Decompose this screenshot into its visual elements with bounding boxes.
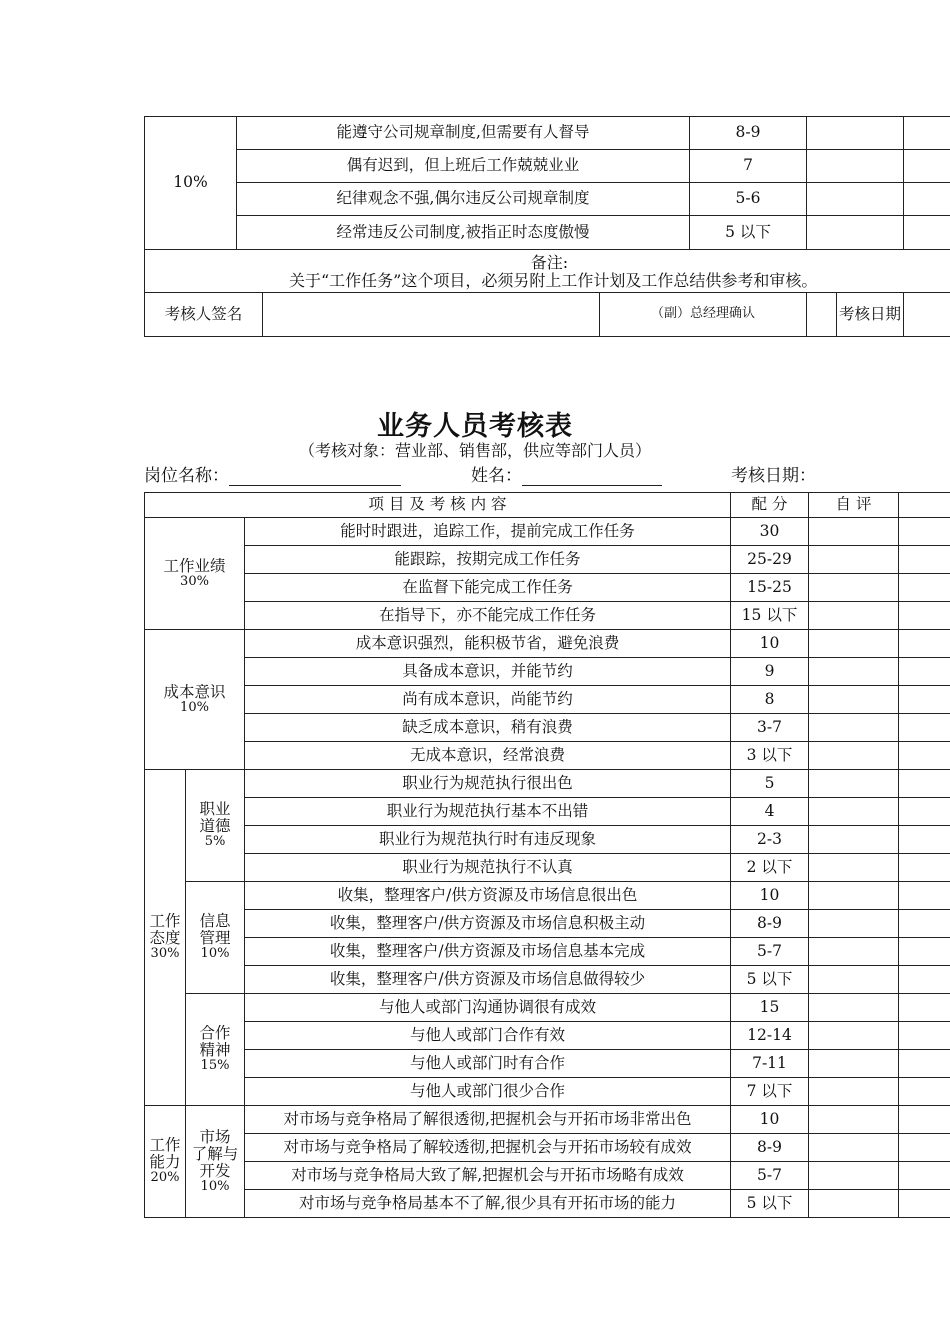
criteria-desc: 收集，整理客户/供方资源及市场信息很出色 [245, 882, 731, 910]
criteria-desc: 收集，整理客户/供方资源及市场信息基本完成 [245, 938, 731, 966]
criteria-desc: 尚有成本意识，尚能节约 [245, 686, 731, 714]
criteria-desc: 与他人或部门很少合作 [245, 1078, 731, 1106]
criteria-score: 15 以下 [731, 602, 809, 630]
criteria-desc: 职业行为规范执行时有违反现象 [245, 826, 731, 854]
criteria-score: 3 以下 [731, 742, 809, 770]
date-label: 考核日期： [731, 466, 816, 486]
date-row [731, 461, 816, 486]
note-text: 关于“工作任务”这个项目，必须另附上工作计划及工作总结供参考和审核。 [289, 271, 818, 290]
self-score-cell[interactable] [809, 966, 899, 994]
criteria-score: 8-9 [731, 910, 809, 938]
final-score-cell[interactable] [904, 150, 950, 183]
criteria-score: 15-25 [731, 574, 809, 602]
criteria-desc: 缺乏成本意识，稍有浪费 [245, 714, 731, 742]
manager-confirm-field[interactable] [807, 293, 837, 337]
self-score-cell[interactable] [809, 938, 899, 966]
criteria-desc: 与他人或部门时有合作 [245, 1050, 731, 1078]
final-score-cell[interactable] [899, 1022, 950, 1050]
criteria-score: 5 [731, 770, 809, 798]
self-score-cell[interactable] [809, 910, 899, 938]
criteria-score: 5 以下 [731, 1190, 809, 1218]
criteria-desc: 与他人或部门沟通协调很有成效 [245, 994, 731, 1022]
name-row [471, 461, 662, 486]
header-extra [899, 493, 950, 518]
group-weight: 10% [145, 117, 237, 250]
self-score-cell[interactable] [809, 770, 899, 798]
final-score-cell[interactable] [904, 183, 950, 216]
criteria-desc: 能时时跟进，追踪工作，提前完成工作任务 [245, 518, 731, 546]
criteria-score: 8-9 [690, 117, 807, 150]
header-score: 配 分 [731, 493, 809, 518]
final-score-cell[interactable] [899, 854, 950, 882]
self-score-cell[interactable] [809, 826, 899, 854]
final-score-cell[interactable] [899, 1162, 950, 1190]
final-score-cell[interactable] [899, 574, 950, 602]
self-score-cell[interactable] [809, 1050, 899, 1078]
header-self: 自 评 [809, 493, 899, 518]
name-label: 姓名： [471, 466, 522, 486]
final-score-cell[interactable] [899, 518, 950, 546]
final-score-cell[interactable] [899, 938, 950, 966]
criteria-desc: 对市场与竞争格局基本不了解,很少具有开拓市场的能力 [245, 1190, 731, 1218]
assessment-date-field[interactable] [904, 293, 950, 337]
final-score-cell[interactable] [899, 742, 950, 770]
criteria-score: 7 [690, 150, 807, 183]
self-score-cell[interactable] [807, 216, 904, 250]
note-label: 备注: [530, 253, 569, 273]
criteria-score: 9 [731, 658, 809, 686]
post-name-row [144, 461, 401, 486]
criteria-desc: 收集，整理客户/供方资源及市场信息做得较少 [245, 966, 731, 994]
criteria-desc: 在指导下，亦不能完成工作任务 [245, 602, 731, 630]
self-score-cell[interactable] [809, 1190, 899, 1218]
criteria-desc: 与他人或部门合作有效 [245, 1022, 731, 1050]
criteria-score: 7 以下 [731, 1078, 809, 1106]
criteria-score: 5 以下 [690, 216, 807, 250]
final-score-cell[interactable] [899, 658, 950, 686]
final-score-cell[interactable] [899, 714, 950, 742]
criteria-score: 2 以下 [731, 854, 809, 882]
work-perf-label: 工作业绩 30% [145, 518, 245, 630]
form-title: 业务人员考核表 [377, 411, 573, 442]
self-score-cell[interactable] [809, 1078, 899, 1106]
self-score-cell[interactable] [809, 630, 899, 658]
self-score-cell[interactable] [809, 574, 899, 602]
criteria-desc: 能跟踪，按期完成工作任务 [245, 546, 731, 574]
final-score-cell[interactable] [904, 117, 950, 150]
criteria-desc: 收集，整理客户/供方资源及市场信息积极主动 [245, 910, 731, 938]
final-score-cell[interactable] [899, 770, 950, 798]
self-score-cell[interactable] [809, 742, 899, 770]
criteria-score: 5-6 [690, 183, 807, 216]
criteria-score: 30 [731, 518, 809, 546]
self-score-cell[interactable] [809, 546, 899, 574]
assessor-signature-label: 考核人签名 [145, 293, 263, 337]
self-score-cell[interactable] [809, 1022, 899, 1050]
criteria-desc: 成本意识强烈，能积极节省，避免浪费 [245, 630, 731, 658]
criteria-desc: 职业行为规范执行很出色 [245, 770, 731, 798]
criteria-desc: 经常违反公司制度,被指正时态度傲慢 [237, 216, 690, 250]
criteria-score: 5 以下 [731, 966, 809, 994]
final-score-cell[interactable] [899, 686, 950, 714]
final-score-cell[interactable] [899, 994, 950, 1022]
teamwork-label: 合作 精神 15% [186, 994, 245, 1106]
criteria-score: 5-7 [731, 938, 809, 966]
self-score-cell[interactable] [809, 1106, 899, 1134]
name-field[interactable] [522, 467, 662, 486]
criteria-score: 4 [731, 798, 809, 826]
cost-label: 成本意识 10% [145, 630, 245, 770]
info-mgmt-label: 信息 管理 10% [186, 882, 245, 994]
header-items: 项 目 及 考 核 内 容 [145, 493, 731, 518]
self-score-cell[interactable] [807, 183, 904, 216]
self-score-cell[interactable] [809, 798, 899, 826]
assessment-date-label: 考核日期 [837, 293, 904, 337]
criteria-desc: 对市场与竞争格局大致了解,把握机会与开拓市场略有成效 [245, 1162, 731, 1190]
criteria-score: 10 [731, 882, 809, 910]
final-score-cell[interactable] [899, 882, 950, 910]
note-cell [145, 250, 950, 293]
self-score-cell[interactable] [809, 882, 899, 910]
final-score-cell[interactable] [899, 1050, 950, 1078]
self-score-cell[interactable] [809, 714, 899, 742]
final-score-cell[interactable] [899, 910, 950, 938]
final-score-cell[interactable] [899, 1106, 950, 1134]
self-score-cell[interactable] [809, 658, 899, 686]
assessor-signature-field[interactable] [263, 293, 600, 337]
criteria-desc: 偶有迟到，但上班后工作兢兢业业 [237, 150, 690, 183]
criteria-score: 8-9 [731, 1134, 809, 1162]
final-score-cell[interactable] [899, 602, 950, 630]
self-score-cell[interactable] [807, 117, 904, 150]
final-score-cell[interactable] [899, 630, 950, 658]
form-subtitle: （考核对象：营业部、销售部，供应等部门人员） [298, 441, 651, 460]
assessment-table [144, 492, 950, 1218]
self-score-cell[interactable] [809, 602, 899, 630]
self-score-cell[interactable] [809, 1162, 899, 1190]
final-score-cell[interactable] [899, 546, 950, 574]
criteria-desc: 具备成本意识，并能节约 [245, 658, 731, 686]
ability-label: 工作 能力 20% [145, 1106, 186, 1218]
criteria-score: 12-14 [731, 1022, 809, 1050]
criteria-desc: 对市场与竞争格局了解较透彻,把握机会与开拓市场较有成效 [245, 1134, 731, 1162]
self-score-cell[interactable] [809, 994, 899, 1022]
criteria-desc: 职业行为规范执行不认真 [245, 854, 731, 882]
final-score-cell[interactable] [899, 966, 950, 994]
final-score-cell[interactable] [899, 798, 950, 826]
criteria-score: 7-11 [731, 1050, 809, 1078]
final-score-cell[interactable] [899, 826, 950, 854]
manager-confirm-label: （副）总经理确认 [600, 293, 807, 337]
final-score-cell[interactable] [899, 1078, 950, 1106]
final-score-cell[interactable] [899, 1134, 950, 1162]
top-table [144, 116, 950, 337]
post-name-label: 岗位名称： [144, 466, 229, 486]
criteria-score: 2-3 [731, 826, 809, 854]
criteria-score: 25-29 [731, 546, 809, 574]
criteria-score: 8 [731, 686, 809, 714]
attitude-label: 工作 态度 30% [145, 770, 186, 1106]
market-label: 市场 了解与 开发 10% [186, 1106, 245, 1218]
self-score-cell[interactable] [809, 518, 899, 546]
criteria-desc: 在监督下能完成工作任务 [245, 574, 731, 602]
criteria-desc: 能遵守公司规章制度,但需要有人督导 [237, 117, 690, 150]
self-score-cell[interactable] [809, 1134, 899, 1162]
criteria-desc: 纪律观念不强,偶尔违反公司规章制度 [237, 183, 690, 216]
criteria-desc: 对市场与竞争格局了解很透彻,把握机会与开拓市场非常出色 [245, 1106, 731, 1134]
self-score-cell[interactable] [807, 150, 904, 183]
final-score-cell[interactable] [899, 1190, 950, 1218]
criteria-desc: 无成本意识，经常浪费 [245, 742, 731, 770]
criteria-score: 10 [731, 1106, 809, 1134]
final-score-cell[interactable] [904, 216, 950, 250]
criteria-score: 3-7 [731, 714, 809, 742]
post-name-field[interactable] [229, 467, 401, 486]
criteria-score: 10 [731, 630, 809, 658]
criteria-desc: 职业行为规范执行基本不出错 [245, 798, 731, 826]
self-score-cell[interactable] [809, 686, 899, 714]
self-score-cell[interactable] [809, 854, 899, 882]
criteria-score: 15 [731, 994, 809, 1022]
ethics-label: 职业 道德 5% [186, 770, 245, 882]
criteria-score: 5-7 [731, 1162, 809, 1190]
